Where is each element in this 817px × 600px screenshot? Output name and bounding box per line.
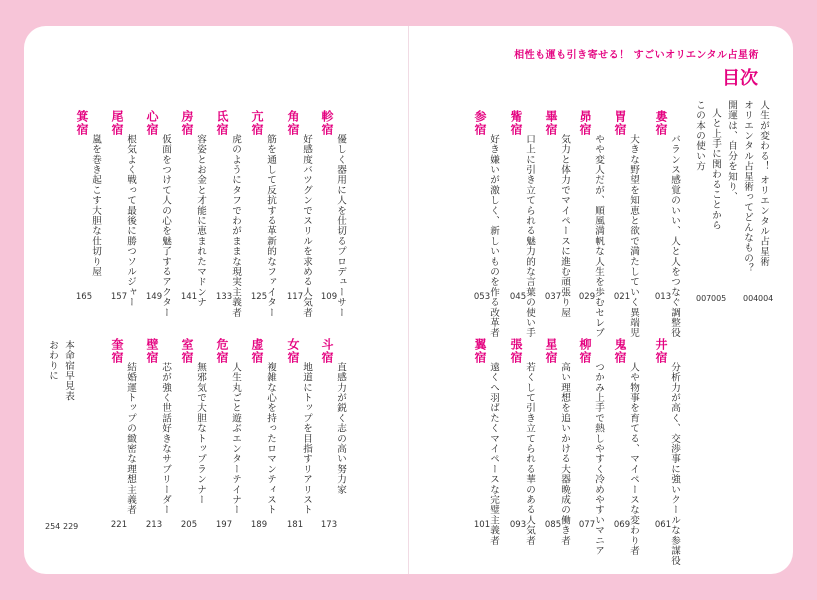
entry-title: 根気よく戦って最後に勝つソルジャー: [125, 134, 136, 308]
entry-heading: 奎宿: [110, 338, 124, 364]
entry-title: 嵐を巻き起こす大胆な仕切り屋: [90, 134, 101, 277]
toc-entry[interactable]: [465, 110, 499, 338]
end-title: おわりに: [47, 340, 58, 381]
entry-page: 101: [473, 520, 491, 530]
entry-page: 149: [145, 292, 163, 302]
entry-title: 地道にトップを目指すリアリスト: [301, 362, 312, 515]
entry-page: 077: [578, 520, 596, 530]
entry-page: 093: [509, 520, 527, 530]
entry-heading: 井宿: [654, 338, 668, 364]
entry-heading: 畢宿: [544, 110, 558, 136]
intro-title: この本の使い方: [694, 100, 705, 172]
toc-entry[interactable]: [207, 338, 241, 538]
entry-title: 虎のようにタフでわがままな現実主義者: [230, 134, 241, 318]
entry-page: 173: [320, 520, 338, 530]
entry-heading: 室宿: [180, 338, 194, 364]
entry-title: 優しく器用に人を仕切るプロデューサー: [335, 134, 346, 318]
entry-heading: 女宿: [286, 338, 300, 364]
entry-title: 芯が強く世話好きなサブリーダー: [160, 362, 171, 515]
entry-title: 気力と体力でマイペースに進む頑張り屋: [559, 134, 570, 318]
entry-page: 069: [613, 520, 631, 530]
entry-title: 人生丸ごと遊ぶエンターテイナー: [230, 362, 241, 515]
entry-heading: 觜宿: [509, 110, 523, 136]
entry-heading: 危宿: [215, 338, 229, 364]
entry-title: 分析力が高く、交渉事に強いクールな参謀役: [669, 362, 680, 566]
entry-heading: 尾宿: [110, 110, 124, 136]
toc-entry[interactable]: [207, 110, 241, 318]
toc-entry[interactable]: [102, 338, 136, 538]
entry-heading: 斗宿: [320, 338, 334, 364]
entry-heading: 心宿: [145, 110, 159, 136]
entry-heading: 氐宿: [215, 110, 229, 136]
entry-title: 好感度バツグンでスリルを求める人気者: [301, 134, 312, 318]
intro-page: 005: [711, 294, 727, 303]
toc-entry[interactable]: [570, 110, 604, 338]
entry-title: 直感力が鋭く志の高い努力家: [335, 362, 346, 495]
entry-page: 181: [286, 520, 304, 530]
entry-page: 053: [473, 292, 491, 302]
intro-page: 004: [758, 294, 774, 303]
entry-title: 複雑な心を持ったロマンティスト: [265, 362, 276, 515]
entry-page: 157: [110, 292, 128, 302]
intro-title: オリエンタル占星術ってどんなもの？: [742, 100, 753, 274]
entry-page: 141: [180, 292, 198, 302]
entry-page: 205: [180, 520, 198, 530]
entry-page: 133: [215, 292, 233, 302]
toc-entry[interactable]: [646, 338, 680, 566]
toc-entry[interactable]: [137, 338, 171, 538]
entry-page: 029: [578, 292, 596, 302]
entry-page: 117: [286, 292, 304, 302]
entry-title: 仮面をつけて人の心を魅了するアクター: [160, 134, 171, 318]
toc-entry[interactable]: [312, 110, 346, 318]
entry-page: 045: [509, 292, 527, 302]
intro-page: 007: [696, 294, 712, 303]
entry-heading: 柳宿: [578, 338, 592, 364]
entry-page: 213: [145, 520, 163, 530]
entry-heading: 星宿: [544, 338, 558, 364]
end-page: 254: [45, 522, 61, 531]
toc-entry[interactable]: [278, 110, 312, 318]
entry-title: つかみ上手で熱しやすく冷めやすいマニア: [593, 362, 604, 556]
page-title: 目次: [722, 68, 758, 89]
intro-page: 004: [743, 294, 759, 303]
entry-heading: 角宿: [286, 110, 300, 136]
entry-title: 遠くへ羽ばたくマイペースな完璧主義者: [488, 362, 499, 546]
toc-entry[interactable]: [278, 338, 312, 538]
entry-title: 好き嫌いが激しく、新しいものを作る改革者: [488, 134, 499, 338]
entry-page: 125: [250, 292, 268, 302]
entry-heading: 張宿: [509, 338, 523, 364]
toc-entry[interactable]: [67, 110, 101, 310]
entry-heading: 軫宿: [320, 110, 334, 136]
toc-entry[interactable]: [536, 110, 570, 318]
entry-title: 無邪気で大胆なトップランナー: [195, 362, 206, 505]
toc-entry[interactable]: [312, 338, 346, 538]
entry-title: 口上に引き立てられる魅力的な言葉の使い手: [524, 134, 535, 338]
entry-page: 165: [75, 292, 93, 302]
book-spine: [408, 26, 409, 574]
toc-entry[interactable]: [137, 110, 171, 318]
book-subtitle: 相性も運も引き寄せる！ すごいオリエンタル占星術: [514, 50, 759, 61]
entry-heading: 箕宿: [75, 110, 89, 136]
toc-entry[interactable]: [172, 110, 206, 310]
toc-entry[interactable]: [102, 110, 136, 310]
intro-title: 人と上手に関わることから: [710, 108, 721, 231]
toc-entry[interactable]: [501, 338, 535, 546]
entry-title: 人や物事を育てる、マイペースな変わり者: [628, 362, 639, 556]
toc-entry[interactable]: [536, 338, 570, 546]
entry-title: 容姿とお金と才能に恵まれたマドンナ: [195, 134, 206, 308]
entry-page: 189: [250, 520, 268, 530]
entry-page: 085: [544, 520, 562, 530]
toc-entry[interactable]: [646, 110, 680, 338]
entry-page: 197: [215, 520, 233, 530]
toc-entry[interactable]: [501, 110, 535, 338]
toc-entry[interactable]: [605, 110, 639, 338]
entry-heading: 胃宿: [613, 110, 627, 136]
toc-entry[interactable]: [242, 110, 276, 318]
entry-title: 結婚運トップの緻密な理想主義者: [125, 362, 136, 515]
entry-heading: 壁宿: [145, 338, 159, 364]
toc-entry[interactable]: [465, 338, 499, 546]
entry-heading: 婁宿: [654, 110, 668, 136]
entry-title: 筋を通して反抗する革新的なファイター: [265, 134, 276, 318]
end-title: 本命宿早見表: [63, 340, 74, 402]
toc-entry[interactable]: [172, 338, 206, 538]
entry-heading: 鬼宿: [613, 338, 627, 364]
entry-title: やや変人だが、順風満帆な人生を歩むセレブ: [593, 134, 604, 338]
entry-heading: 参宿: [473, 110, 487, 136]
entry-page: 037: [544, 292, 562, 302]
entry-page: 013: [654, 292, 672, 302]
toc-entry[interactable]: [242, 338, 276, 538]
entry-page: 109: [320, 292, 338, 302]
entry-heading: 房宿: [180, 110, 194, 136]
toc-entry[interactable]: [570, 338, 604, 556]
entry-heading: 翼宿: [473, 338, 487, 364]
entry-title: 大きな野望を知恵と欲で満たしていく異端児: [628, 134, 639, 338]
entry-page: 221: [110, 520, 128, 530]
entry-title: 高い理想を追いかける大器晩成の働き者: [559, 362, 570, 546]
entry-title: 若くして引き立てられる華のある人気者: [524, 362, 535, 546]
entry-heading: 虚宿: [250, 338, 264, 364]
toc-entry[interactable]: [605, 338, 639, 556]
entry-heading: 亢宿: [250, 110, 264, 136]
entry-title: バランス感覚のいい、人と人をつなぐ調整役: [669, 134, 680, 338]
intro-title: 開運は、自分を知り、: [726, 100, 737, 202]
entry-heading: 昴宿: [578, 110, 592, 136]
entry-page: 021: [613, 292, 631, 302]
intro-title: 人生が変わる！ オリエンタル占星術: [758, 100, 769, 267]
end-page: 229: [63, 522, 79, 531]
entry-page: 061: [654, 520, 672, 530]
